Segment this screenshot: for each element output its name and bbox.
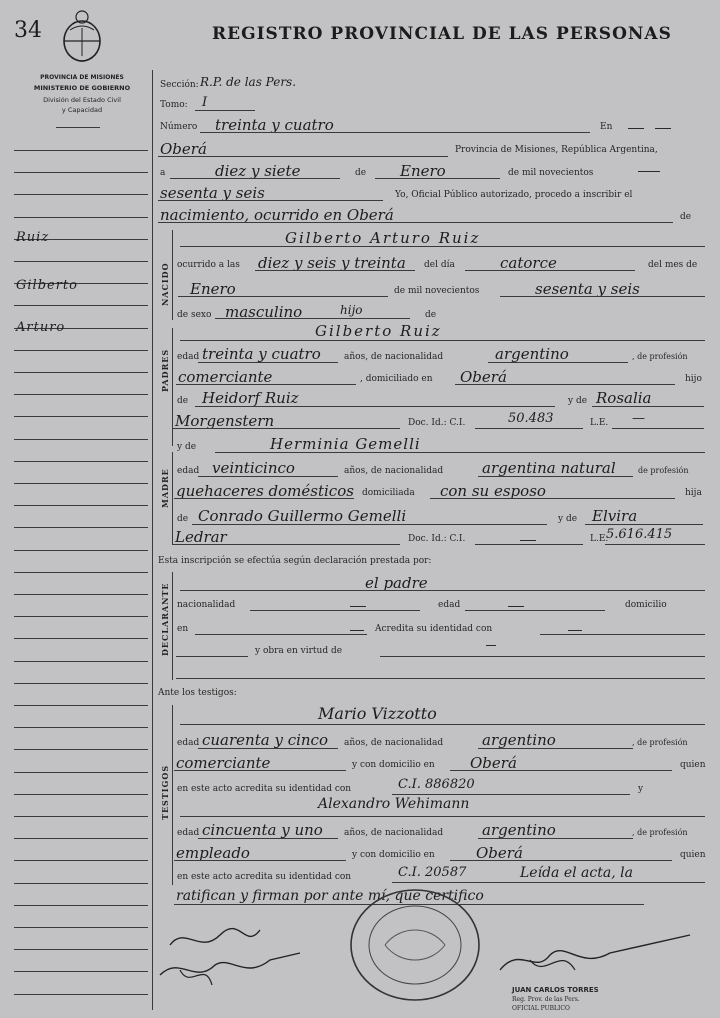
margin-ruled-line	[14, 683, 148, 684]
madre-nac-label: años, de nacionalidad	[344, 466, 444, 476]
hora-line	[255, 270, 415, 271]
testigo2-acredita-label: en este acto acredita su identidad con	[177, 872, 352, 882]
margin-ruled-line	[14, 638, 148, 639]
dia-nac-line	[465, 270, 635, 271]
del-dia-label: del día	[424, 260, 455, 270]
declarante-acredita-line	[540, 634, 705, 635]
testigo2-quien: quien	[680, 850, 706, 860]
declarante-nac-label: nacionalidad	[177, 600, 236, 610]
margin-ruled-line	[14, 883, 148, 884]
testigos-intro: Ante los testigos:	[158, 688, 237, 698]
nacido-side-label: NACIDO	[160, 262, 170, 306]
declarante-quien: el padre	[365, 574, 428, 592]
sexo-label: de sexo	[177, 310, 212, 320]
margin-ruled-line	[14, 550, 148, 551]
madre-domicilio: con su esposo	[440, 482, 546, 500]
padre-nombre-line	[180, 340, 705, 341]
declarante-obra-line	[380, 656, 705, 657]
padre-madre-de: Rosalia	[596, 389, 652, 407]
testigo2-prof-label: , de profesión	[632, 828, 688, 837]
stamp-line-2: Reg. Prov. de las Pers.	[512, 996, 580, 1003]
padre-prof-label: , de profesión	[632, 352, 688, 361]
padre-madre2-line	[172, 428, 400, 429]
padre-le-line	[612, 428, 704, 429]
hecho-value: nacimiento, ocurrido en Oberá	[160, 206, 394, 224]
margin-ruled-line	[14, 705, 148, 706]
padre-de-label: de	[177, 396, 189, 406]
officer-signature-icon	[490, 925, 700, 985]
madre-doc-label: Doc. Id.: C.I.	[408, 534, 466, 544]
padre-madre-line	[592, 406, 704, 407]
lugar-line	[158, 156, 448, 157]
margin-ruled-line	[14, 616, 148, 617]
declarante-nac-dash	[350, 606, 366, 607]
dia-value: diez y siete	[215, 162, 301, 180]
hijo-value: hijo	[340, 303, 363, 317]
padre-padre-line	[195, 406, 555, 407]
declarante-edad-label: edad	[438, 600, 461, 610]
testigo2-nac-label: años, de nacionalidad	[344, 828, 444, 838]
margin-ruled-line	[14, 505, 148, 506]
margin-ruled-line	[14, 860, 148, 861]
madre-y-de-2: y de	[558, 514, 578, 524]
padre-edad-label: edad	[177, 352, 200, 362]
testigo1-acredita-label: en este acto acredita su identidad con	[177, 784, 352, 794]
lugar-value: Oberá	[160, 140, 207, 158]
nacido-de-label: de	[425, 310, 437, 320]
dia-line	[170, 178, 340, 179]
margin-ruled-line	[14, 350, 148, 351]
testigo1-dom: Oberá	[470, 754, 517, 772]
testigos-side-label: TESTIGOS	[160, 764, 170, 820]
mil-label: de mil novecientos	[508, 168, 594, 178]
margin-ruled-line	[14, 971, 148, 972]
testigo1-prof: comerciante	[176, 754, 271, 772]
margin-ruled-line	[14, 927, 148, 928]
official-seal-icon	[345, 885, 485, 1005]
padre-prof-line	[176, 384, 356, 385]
margin-ruled-line	[14, 194, 148, 195]
padre-dom-label: , domiciliado en	[360, 374, 433, 384]
madre-nacionalidad: argentina natural	[482, 459, 616, 477]
declarante-obra-prefix-line	[176, 656, 248, 657]
stamp-line-3: OFICIAL PUBLICO	[512, 1005, 570, 1012]
madre-madre-de: Elvira	[592, 507, 638, 525]
margin-ruled-line	[14, 372, 148, 373]
padre-nombre: Gilberto Ruiz	[315, 322, 442, 340]
margin-ruled-line	[14, 261, 148, 262]
declarante-bracket	[172, 572, 173, 680]
declarante-dom-label: domicilio	[625, 600, 667, 610]
tomo-line	[195, 110, 255, 111]
madre-doc-line	[475, 544, 583, 545]
madre-le: 5.616.415	[606, 527, 673, 542]
ocurrido-label: ocurrido a las	[177, 260, 240, 270]
declarante-side-label: DECLARANTE	[160, 582, 170, 656]
testigo1-y: y	[638, 784, 644, 794]
testigo1-nombre-line	[180, 724, 705, 725]
witness-signatures-icon	[150, 915, 310, 995]
nacido-nombre: Gilberto Arturo Ruiz	[285, 229, 481, 247]
sexo-line	[215, 318, 410, 319]
padre-doc: 50.483	[508, 411, 554, 426]
margin-ruled-line	[14, 217, 148, 218]
declarante-intro: Esta inscripción se efectúa según declaración prestada por:	[158, 556, 432, 566]
mil-nac-label: de mil novecientos	[394, 286, 480, 296]
testigo2-nac-line	[478, 838, 633, 839]
testigo2-nombre-line	[180, 816, 705, 817]
testigo1-edad-label: edad	[177, 738, 200, 748]
oficial-text: Yo, Oficial Público autorizado, procedo a inscribir el	[395, 190, 633, 200]
margin-second-name: Arturo	[16, 320, 66, 335]
margin-ruled-line	[14, 172, 148, 173]
en-label: En	[600, 122, 613, 132]
margin-ruled-line	[14, 994, 148, 995]
declarante-edad-line	[465, 610, 605, 611]
declarante-quien-line	[180, 590, 705, 591]
testigo1-doc: C.I. 886820	[398, 777, 475, 792]
testigo2-edad-label: edad	[177, 828, 200, 838]
testigo1-dom-line	[450, 770, 672, 771]
declarante-acredita-label: Acredita su identidad con	[375, 624, 493, 634]
sexo-value: masculino	[225, 303, 303, 321]
testigos-bracket	[172, 705, 173, 885]
a-label: a	[160, 168, 166, 178]
testigo2-prof-line	[174, 860, 346, 861]
margin-ruled-line	[14, 483, 148, 484]
stamp-line-1: JUAN CARLOS TORRES	[512, 986, 599, 994]
margin-ruled-line	[14, 439, 148, 440]
madre-doc-dash	[520, 540, 536, 541]
padre-doc-label: Doc. Id.: C.I.	[408, 418, 466, 428]
document-title: REGISTRO PROVINCIAL DE LAS PERSONAS	[212, 24, 672, 44]
provincia-text: Provincia de Misiones, República Argentina,	[455, 145, 658, 155]
padre-edad-line	[198, 362, 338, 363]
madre-dom-line	[430, 498, 675, 499]
argentina-coat-of-arms-icon	[60, 8, 104, 66]
cierre-text: Leída el acta, la	[520, 865, 633, 881]
madre-nac-line	[478, 476, 633, 477]
nacido-nombre-line	[180, 246, 705, 247]
madre-madre-de-2: Ledrar	[175, 528, 227, 546]
padre-nac-line	[488, 362, 628, 363]
margin-ruled-line	[14, 305, 148, 306]
anio-nac-line	[500, 296, 705, 297]
declarante-edad-dash	[508, 606, 524, 607]
margin-divider	[152, 70, 153, 1010]
en-dash-1	[628, 128, 644, 129]
padre-padre-de: Heidorf Ruiz	[202, 389, 299, 407]
nacido-bracket	[172, 230, 173, 320]
mes-line	[375, 178, 500, 179]
testigo1-quien: quien	[680, 760, 706, 770]
padre-le: —	[632, 411, 645, 426]
margin-ruled-line	[14, 661, 148, 662]
anio-value: sesenta y seis	[160, 184, 265, 202]
margin-ruled-line	[14, 572, 148, 573]
padre-doc-line	[475, 428, 583, 429]
anio-line	[158, 200, 383, 201]
madre-edad-label: edad	[177, 466, 200, 476]
hecho-line	[158, 222, 673, 223]
madre-side-label: MADRE	[160, 468, 170, 508]
madre-nombre-line	[215, 452, 705, 453]
testigo1-dom-label: y con domicilio en	[352, 760, 435, 770]
margin-ruled-line	[14, 749, 148, 750]
seccion-label: Sección:	[160, 80, 199, 90]
declarante-nac-line	[250, 610, 420, 611]
testigo1-prof-label: , de profesión	[632, 738, 688, 747]
madre-edad-line	[198, 476, 338, 477]
mes-nac-line	[178, 296, 388, 297]
margin-ruled-line	[14, 816, 148, 817]
testigo1-doc-line	[392, 794, 630, 795]
madre-madre2-line	[172, 544, 400, 545]
declarante-acredita-dash	[568, 630, 582, 631]
mil-dash	[638, 171, 660, 172]
padre-madre-de-2: Morgenstern	[175, 412, 275, 430]
ministry-line-1: PROVINCIA DE MISIONES	[40, 74, 124, 81]
madre-madre-line	[585, 524, 703, 525]
margin-surname: Ruiz	[16, 230, 50, 245]
ministry-line-2: MINISTERIO DE GOBIERNO	[33, 84, 131, 92]
margin-ruled-line	[14, 838, 148, 839]
madre-le-line	[605, 544, 705, 545]
testigo2-nac: argentino	[482, 821, 556, 839]
margin-ruled-line	[14, 949, 148, 950]
margin-ruled-line	[14, 461, 148, 462]
declarante-obra-label: y obra en virtud de	[255, 646, 343, 656]
testigo2-nombre: Alexandro Wehimann	[318, 796, 470, 812]
ministry-line-3: División del Estado Civil	[43, 96, 121, 104]
madre-prof-label: de profesión	[638, 466, 689, 475]
hora-value: diez y seis y treinta	[258, 254, 406, 272]
declarante-en-line	[195, 634, 367, 635]
testigo2-dom-label: y con domicilio en	[352, 850, 435, 860]
declarante-obra-dash	[486, 645, 496, 646]
testigo2-dom: Oberá	[476, 844, 523, 862]
anio-nac-value: sesenta y seis	[535, 280, 640, 298]
margin-ruled-line	[14, 150, 148, 151]
ministry-underline	[56, 127, 100, 128]
madre-hija-label: hija	[685, 488, 702, 498]
numero-label: Número	[160, 122, 198, 132]
margin-ruled-line	[14, 905, 148, 906]
margin-ruled-line	[14, 527, 148, 528]
mes-value: Enero	[400, 162, 446, 180]
declarante-blank-line	[176, 678, 705, 679]
margin-ruled-line	[14, 794, 148, 795]
padre-edad: treinta y cuatro	[202, 345, 321, 363]
testigo1-prof-line	[174, 770, 346, 771]
margin-ruled-line	[14, 727, 148, 728]
padre-profesion: comerciante	[178, 368, 273, 386]
madre-bracket	[172, 452, 173, 544]
testigo1-nac-line	[478, 748, 633, 749]
seccion-value: R.P. de las Pers.	[200, 75, 297, 89]
del-mes-label: del mes de	[648, 260, 698, 270]
madre-profesion: quehaceres domésticos	[176, 482, 354, 500]
testigo1-nac: argentino	[482, 731, 556, 749]
testigo1-edad-line	[198, 748, 338, 749]
testigo2-edad-line	[198, 838, 338, 839]
madre-y-de: y de	[177, 442, 197, 452]
tomo-label: Tomo:	[160, 100, 188, 110]
testigo1-nac-label: años, de nacionalidad	[344, 738, 444, 748]
testigo2-edad: cincuenta y uno	[202, 821, 323, 839]
declarante-en-dash	[350, 630, 364, 631]
madre-padre-line	[192, 524, 547, 525]
padre-domicilio: Oberá	[460, 368, 507, 386]
testigo1-nombre: Mario Vizzotto	[318, 704, 437, 723]
madre-nombre: Herminia Gemelli	[270, 435, 421, 453]
numero-line	[200, 132, 590, 133]
tomo-value: I	[202, 95, 208, 110]
margin-ruled-line	[14, 772, 148, 773]
mes-nac-value: Enero	[190, 280, 236, 298]
margin-first-name: Gilberto	[16, 278, 78, 293]
madre-le-label: L.E.	[590, 534, 609, 544]
hecho-de: de	[680, 212, 692, 222]
madre-dom-label: domiciliada	[362, 488, 415, 498]
numero-value: treinta y cuatro	[215, 116, 334, 134]
testigo2-doc-line	[392, 882, 705, 883]
cierre-text-2: ratifican y firman por ante mí, que certifico	[176, 888, 484, 904]
ministry-line-4: y Capacidad	[61, 106, 103, 114]
testigo2-dom-line	[450, 860, 672, 861]
madre-de-label: de	[177, 514, 189, 524]
testigo2-prof: empleado	[176, 844, 250, 862]
madre-padre-de: Conrado Guillermo Gemelli	[198, 507, 407, 525]
testigo1-edad: cuarenta y cinco	[202, 731, 328, 749]
madre-prof-line	[174, 498, 354, 499]
margin-ruled-line	[14, 394, 148, 395]
dia-nac-value: catorce	[500, 254, 557, 272]
padre-side-label: PADRES	[160, 348, 170, 392]
declarante-en-label: en	[177, 624, 189, 634]
padre-hijo-label: hijo	[685, 374, 702, 384]
de-label: de	[355, 168, 367, 178]
padre-le-label: L.E.	[590, 418, 609, 428]
margin-ruled-line	[14, 594, 148, 595]
folio-number: 34	[14, 18, 42, 43]
padre-nac-label: años, de nacionalidad	[344, 352, 444, 362]
en-dash-2	[655, 128, 671, 129]
padre-dom-line	[455, 384, 675, 385]
margin-ruled-line	[14, 416, 148, 417]
madre-edad: veinticinco	[212, 459, 295, 477]
padre-y-de: y de	[568, 396, 588, 406]
testigo2-doc: C.I. 20587	[398, 865, 467, 880]
padre-nacionalidad: argentino	[495, 345, 569, 363]
